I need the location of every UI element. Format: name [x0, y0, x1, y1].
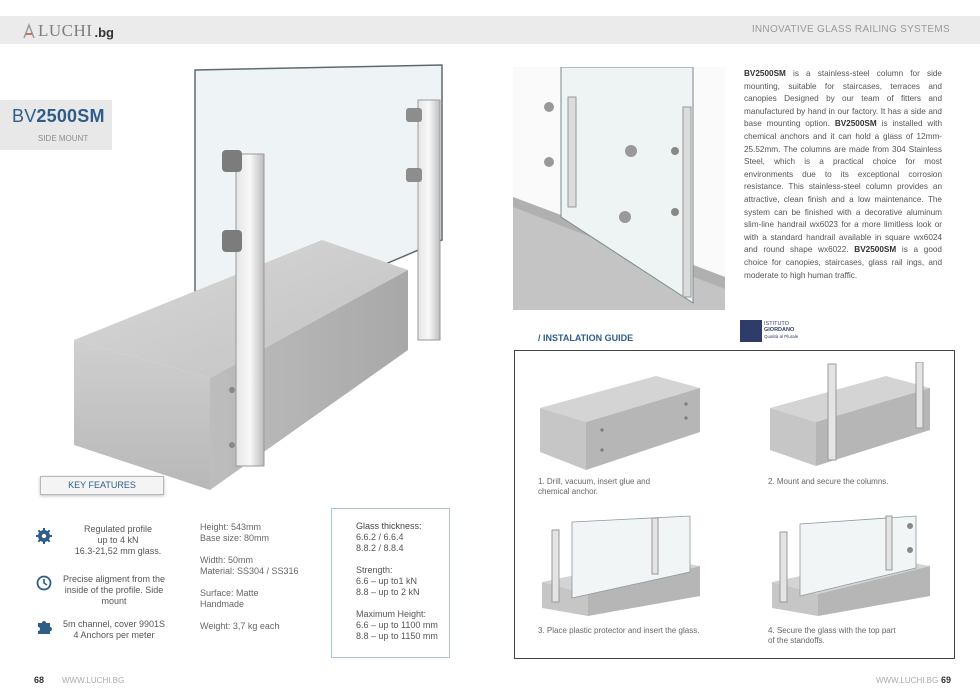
spec-material: Width: 50mm Material: SS304 / SS316 — [200, 555, 299, 576]
standoff-rear-bottom — [406, 168, 422, 182]
page-number-left: 68 — [34, 675, 45, 685]
glass-thickness-box: Glass thickness: 6.6.2 / 6.6.4 8.8.2 / 8.8.4 Strength: 6.6 – up to1 kN 8.8 – up to 2 kN Maximum Height: 6.6 – up to 1100 mm 8.8 – up to 1150 mm — [331, 508, 450, 658]
logo-mark-icon — [22, 23, 36, 39]
column-front — [236, 154, 264, 466]
feature-1-line: 16.3-21,52 mm glass. — [74, 546, 162, 556]
step-1-caption: 1. Drill, vacuum, insert glue and chemical anchor. — [538, 477, 651, 496]
spec-weight: Weight: 3,7 kg each — [200, 621, 280, 631]
page-number-right: 69 — [941, 675, 952, 685]
footer-url-right[interactable]: WWW.LUCHI.BG — [876, 676, 939, 685]
step-3-image — [536, 512, 704, 616]
product-render — [60, 60, 480, 490]
tagline: INNOVATIVE GLASS RAILING SYSTEMS — [751, 24, 950, 35]
standoff-front-bottom — [222, 230, 242, 252]
anchor-bolt — [229, 442, 235, 448]
step-3-caption: 3. Place plastic protector and insert the glass. — [538, 626, 700, 635]
step-2-image — [766, 362, 934, 466]
puzzle-icon — [36, 619, 52, 635]
column-rear — [418, 100, 440, 340]
step-2-caption: 2. Mount and secure the columns. — [768, 477, 889, 486]
product-subtitle: SIDE MOUNT — [38, 134, 89, 143]
key-features-tab[interactable]: KEY FEATURES — [40, 476, 164, 495]
spec-dimensions: Height: 543mm Base size: 80mm — [200, 522, 270, 543]
feature-1-line: up to 4 kN — [97, 535, 139, 545]
feature-2-line: inside of the profile. Side — [64, 585, 164, 595]
anchor-bolt — [229, 387, 235, 393]
institute-name: ISTITUTO GIORDANO Qualità al Plurale — [764, 321, 799, 339]
clock-icon — [36, 575, 52, 591]
feature-2-line: Precise aligment from the — [62, 574, 166, 584]
logo-text: LUCHI — [38, 21, 93, 40]
feature-3-line: 5m channel, cover 9901S — [62, 619, 166, 629]
step-4-caption: 4. Secure the glass with the top part of the standoffs. — [768, 626, 896, 645]
installation-title: / INSTALATION GUIDE — [538, 333, 634, 343]
institute-logo-icon — [740, 320, 762, 342]
strength-title: Strength: — [356, 565, 393, 575]
spec-surface: Surface: Matte Handmade — [200, 588, 259, 609]
gear-icon — [36, 528, 52, 544]
feature-3-line: 4 Anchors per meter — [73, 630, 155, 640]
step-1-image — [536, 366, 704, 470]
step-4-image — [766, 512, 934, 616]
height-title: Maximum Height: — [356, 609, 427, 619]
feature-2-line: mount — [101, 596, 127, 606]
standoff-front-top — [222, 150, 242, 172]
product-description: BV2500SM is a stainless-steel column for side mounting, suitable for staircases, terraces and canopies Designed by our team of fitters and manufactured by hand in our factory. It has a side and base mounting option. BV2500SM is installed with chemical anchors and it can hold a glass of 12mm-25.52mm. The columns are made from 304 Stainless Steel, which is a practical choice for most environments due to its exceptional corrosion resistance. This stainless-steel column provides an attractive, clean finish and a low maintenance. The system can be finished with a decorative aluminum slim-line handrail wx6023 for a more limitless look or with a standard handrail available in square wx6024 and round shape wx6022. BV2500SM is a good choice for canopies, staircases, glass rail ings, and moderate to high human traffic. — [744, 69, 942, 280]
product-title: BV2500SM — [12, 106, 105, 126]
logo-tld: .bg — [94, 25, 114, 40]
feature-1-line: Regulated profile — [83, 524, 153, 534]
product-photo — [513, 67, 725, 310]
glass-title: Glass thickness: — [356, 521, 422, 531]
standoff-rear-top — [406, 108, 422, 122]
footer-url-left[interactable]: WWW.LUCHI.BG — [62, 676, 125, 685]
brand-logo[interactable] — [22, 20, 114, 42]
